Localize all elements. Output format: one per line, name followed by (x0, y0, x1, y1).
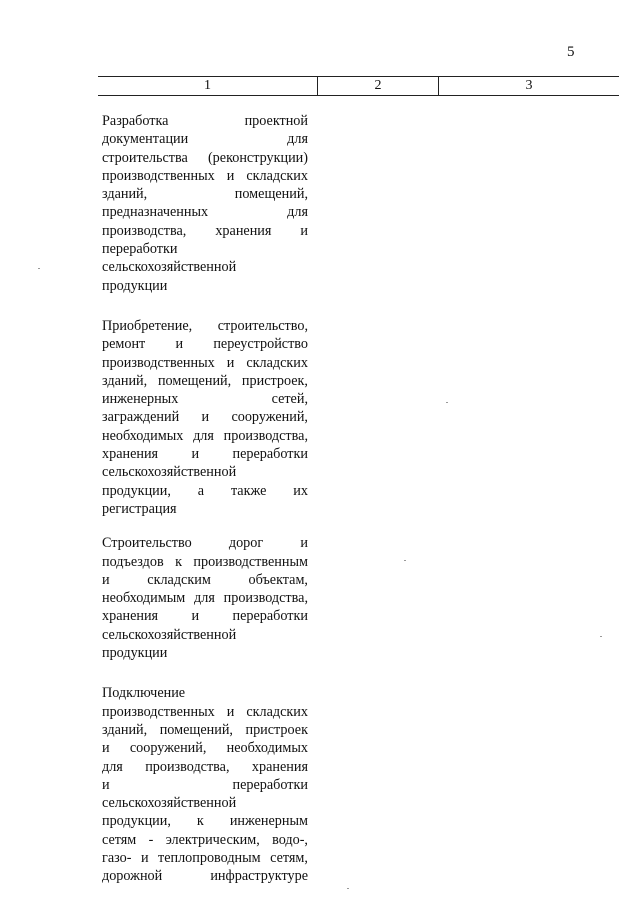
text-line (102, 482, 308, 500)
text-line (102, 167, 308, 185)
text-line (102, 758, 308, 776)
word: хранения (102, 446, 159, 463)
word: и (226, 354, 235, 371)
word: необходимым (102, 590, 186, 607)
word: электрическим, (165, 831, 260, 848)
word: производства, (223, 590, 308, 607)
word: инженерным (229, 813, 308, 830)
table-cell-entry (102, 112, 308, 295)
word: хранения (251, 758, 308, 775)
word: ремонт (102, 336, 146, 353)
text-line (102, 812, 308, 830)
word: и (226, 167, 235, 184)
word: а (197, 482, 205, 499)
word: зданий, (102, 186, 148, 203)
word: для (287, 204, 308, 221)
text-line (102, 534, 308, 552)
scan-speck (38, 268, 40, 269)
word: переработки (232, 446, 308, 463)
word: строительство, (217, 317, 308, 334)
word: сетям (102, 831, 137, 848)
word: производства, (102, 222, 187, 239)
word: сооружений, (129, 740, 207, 757)
word: для (287, 131, 308, 148)
scan-speck (404, 560, 406, 561)
table-header-col1: 1 (204, 78, 211, 93)
text-line (102, 776, 308, 794)
word: Разработка (102, 113, 169, 129)
word: документации (102, 131, 189, 148)
word: регистрация (102, 500, 177, 517)
text-line (102, 867, 308, 885)
word: и (102, 740, 110, 757)
word: и (102, 571, 110, 588)
word: зданий, (102, 372, 148, 389)
text-line (102, 277, 308, 295)
text-line (102, 317, 308, 335)
word: производственных (102, 703, 215, 720)
word: и (191, 446, 200, 463)
word: сельскохозяйственной (102, 795, 237, 812)
table-cell-entry (102, 684, 308, 885)
text-line (102, 607, 308, 625)
word: и (140, 849, 149, 866)
table-header-col2: 2 (317, 77, 438, 95)
table-column-1 (102, 112, 308, 908)
scan-speck (347, 888, 349, 889)
word: переработки (232, 776, 308, 793)
text-line (102, 335, 308, 353)
word: их (293, 482, 308, 499)
word: пристроек (245, 721, 308, 738)
word: продукции (102, 277, 168, 294)
word: также (230, 482, 267, 499)
word: складским (147, 571, 211, 588)
word: строительства (102, 149, 188, 166)
table-header-row (98, 76, 619, 96)
word: сетей, (271, 391, 308, 408)
word: и (201, 409, 210, 426)
text-line (102, 553, 308, 571)
word: помещений, (157, 372, 232, 389)
word: газо- (102, 849, 132, 866)
word: хранения (102, 608, 159, 625)
word: дорог (228, 535, 264, 552)
text-line (102, 589, 308, 607)
page-number: 5 (567, 44, 575, 60)
word: сельскохозяйственной (102, 464, 237, 481)
word: продукции (102, 645, 168, 662)
word: складских (246, 167, 308, 184)
text-line (102, 571, 308, 589)
word: производства, (223, 427, 308, 444)
text-line (102, 831, 308, 849)
word: сельскохозяйственной (102, 626, 237, 643)
word: переработки (232, 608, 308, 625)
word: заграждений (102, 409, 180, 426)
text-line (102, 644, 308, 662)
word: пристроек, (241, 372, 308, 389)
word: теплопроводным (158, 849, 261, 866)
text-line (102, 372, 308, 390)
text-line (102, 258, 308, 276)
word: производственным (193, 553, 308, 570)
word: зданий, (102, 721, 148, 738)
word: Приобретение, (102, 317, 193, 334)
text-line (102, 626, 308, 644)
word: инфраструктуре (210, 868, 308, 885)
word: для (193, 427, 214, 444)
word: сооружений, (231, 409, 308, 426)
text-line (102, 185, 308, 203)
word: проектной (244, 113, 308, 129)
word: необходимых (102, 427, 184, 444)
word: складских (246, 354, 308, 371)
text-line (102, 130, 308, 148)
text-line (102, 203, 308, 221)
word: продукции, (102, 482, 171, 499)
text-line (102, 794, 308, 812)
word: и (226, 703, 235, 720)
word: и (175, 336, 184, 353)
text-line (102, 703, 308, 721)
word: предназначенных (102, 204, 209, 221)
word: Строительство (102, 535, 192, 552)
text-line (102, 463, 308, 481)
word: сетям, (270, 849, 308, 866)
word: складских (246, 703, 308, 720)
word: инженерных (102, 391, 179, 408)
word: и (102, 776, 110, 793)
word: к (175, 553, 182, 570)
text-line (102, 112, 308, 130)
table-cell-entry (102, 534, 308, 662)
word: переработки (102, 241, 178, 258)
word: и (191, 608, 200, 625)
text-line (102, 500, 308, 518)
word: продукции, (102, 813, 171, 830)
word: сельскохозяйственной (102, 259, 237, 276)
text-line (102, 721, 308, 739)
word: необходимых (226, 740, 308, 757)
word: объектам, (248, 571, 308, 588)
word: и (300, 535, 308, 552)
word: дорожной (102, 868, 163, 885)
text-line (102, 408, 308, 426)
text-line (102, 354, 308, 372)
text-line (102, 149, 308, 167)
word: помещений, (234, 186, 308, 203)
scan-speck (600, 636, 602, 637)
table-header-col3: 3 (438, 77, 619, 95)
text-line (102, 849, 308, 867)
word: производства, (145, 758, 230, 775)
word: подъездов (102, 553, 164, 570)
scan-speck (446, 402, 448, 403)
text-line (102, 390, 308, 408)
table-cell-entry (102, 317, 308, 518)
word: помещений, (159, 721, 233, 738)
word: хранения (215, 222, 272, 239)
word: - (148, 831, 154, 848)
word: производственных (102, 167, 215, 184)
word: для (102, 758, 123, 775)
word: Подключение (102, 685, 186, 702)
word: водо-, (272, 831, 308, 848)
word: для (194, 590, 215, 607)
text-line (102, 240, 308, 258)
text-line (102, 739, 308, 757)
text-line (102, 222, 308, 240)
text-line (102, 684, 308, 702)
word: и (300, 222, 308, 239)
word: (реконструкции) (207, 149, 308, 166)
word: производственных (102, 354, 215, 371)
text-line (102, 427, 308, 445)
word: к (196, 813, 204, 830)
word: переустройство (213, 336, 308, 353)
text-line (102, 445, 308, 463)
